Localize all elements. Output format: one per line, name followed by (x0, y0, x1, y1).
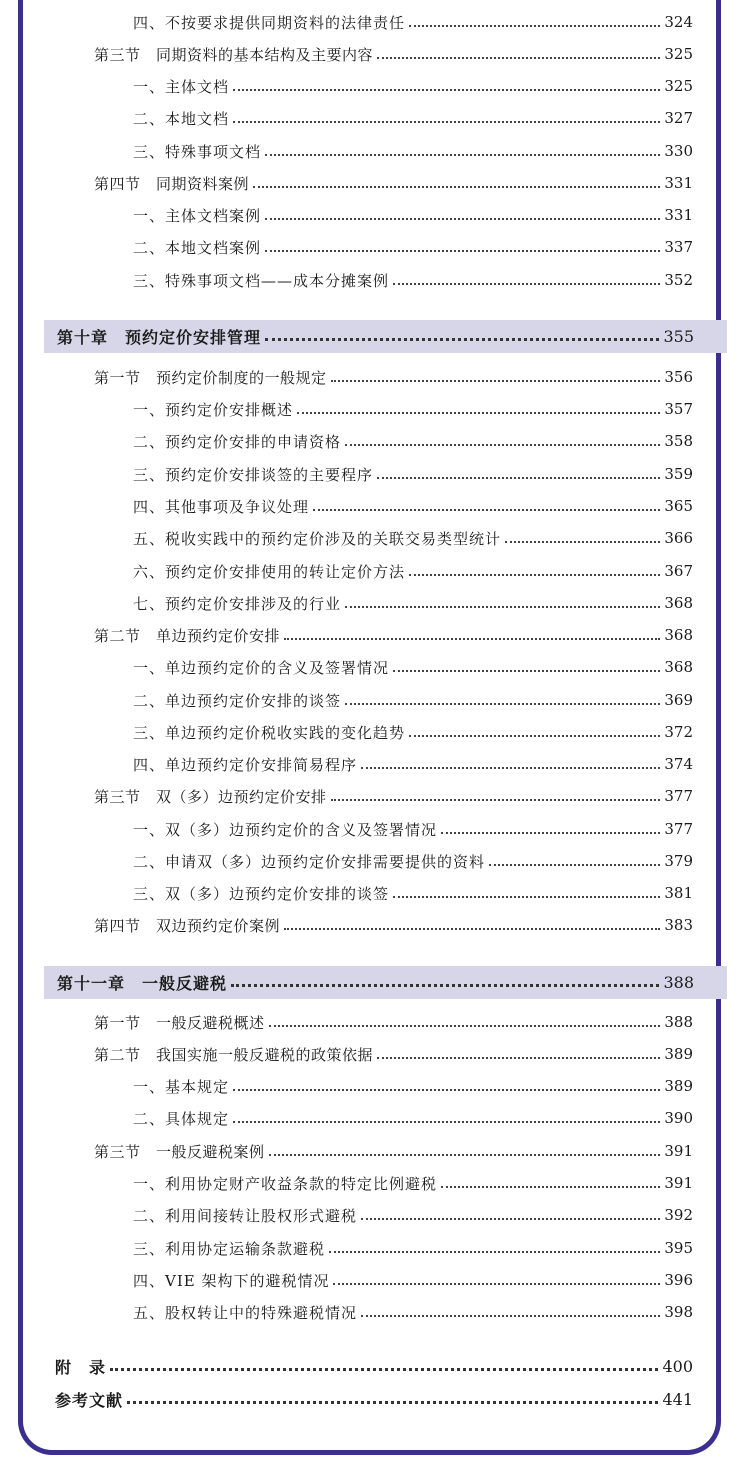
toc-page-number: 324 (664, 13, 693, 31)
dot-leader (265, 338, 659, 341)
toc-page-number: 400 (662, 1356, 693, 1376)
toc-page-number: 357 (664, 400, 693, 418)
toc-entry-title: 一、双（多）边预约定价的含义及签署情况 (133, 820, 438, 839)
dot-leader (265, 154, 660, 156)
toc-entry-title: 二、利用间接转让股权形式避税 (133, 1206, 358, 1225)
toc-entry-title: 第三节 双（多）边预约定价安排 (94, 787, 327, 806)
toc-subsection[interactable] (0, 266, 750, 294)
toc-chapter[interactable] (44, 320, 727, 353)
toc-page-number: 330 (664, 142, 693, 160)
toc-subsection[interactable] (0, 1234, 750, 1262)
toc-page-number: 368 (664, 626, 693, 644)
toc-entry-title: 五、股权转让中的特殊避税情况 (133, 1303, 358, 1322)
dot-leader (441, 1186, 660, 1188)
toc-page-number: 352 (664, 271, 693, 289)
toc-page-number: 377 (664, 820, 693, 838)
toc-entry-title: 三、双（多）边预约定价安排的谈签 (133, 884, 390, 903)
dot-leader (409, 735, 660, 737)
dot-leader (361, 1315, 660, 1317)
toc-subsection[interactable] (0, 137, 750, 165)
toc-entry-title: 一、单边预约定价的含义及签署情况 (133, 658, 390, 677)
dot-leader (393, 896, 660, 898)
dot-leader (269, 1025, 661, 1027)
toc-page-number: 327 (664, 109, 693, 127)
toc-page-number: 391 (664, 1174, 693, 1192)
toc-section[interactable] (0, 1137, 750, 1165)
toc-entry-title: 五、税收实践中的预约定价涉及的关联交易类型统计 (133, 529, 502, 548)
toc-entry-title: 二、预约定价安排的申请资格 (133, 432, 342, 451)
toc-page-number: 331 (664, 206, 693, 224)
toc-page-number: 355 (663, 327, 694, 346)
toc-appendix[interactable] (0, 1352, 750, 1380)
toc-page-number: 374 (664, 755, 693, 773)
toc-subsection[interactable] (0, 718, 750, 746)
dot-leader (393, 283, 660, 285)
dot-leader (409, 25, 660, 27)
toc-subsection[interactable] (0, 1266, 750, 1294)
dot-leader (489, 864, 660, 866)
toc-entry-title: 第四节 双边预约定价案例 (94, 916, 281, 935)
toc-entry-title: 一、主体文档案例 (133, 206, 262, 225)
toc-page-number: 359 (664, 465, 693, 483)
toc-entry-title: 第十一章 一般反避税 (57, 974, 228, 993)
dot-leader (441, 832, 660, 834)
toc-entry-title: 四、单边预约定价安排简易程序 (133, 755, 358, 774)
toc-entry-title: 一、预约定价安排概述 (133, 400, 294, 419)
toc-subsection[interactable] (0, 879, 750, 907)
toc-page-number: 337 (664, 238, 693, 256)
toc-subsection[interactable] (0, 72, 750, 100)
toc-entry-title: 三、特殊事项文档——成本分摊案例 (133, 271, 390, 290)
toc-subsection[interactable] (0, 8, 750, 36)
toc-chapter[interactable] (44, 966, 727, 999)
toc-subsection[interactable] (0, 233, 750, 261)
toc-page-number: 358 (664, 432, 693, 450)
toc-page-number: 388 (663, 973, 694, 992)
toc-subsection[interactable] (0, 460, 750, 488)
toc-subsection[interactable] (0, 1201, 750, 1229)
toc-entry-title: 四、不按要求提供同期资料的法律责任 (133, 13, 406, 32)
toc-section[interactable] (0, 1008, 750, 1036)
dot-leader (329, 1251, 660, 1253)
toc-section[interactable] (0, 40, 750, 68)
toc-page-number: 389 (664, 1045, 693, 1063)
toc-entry-title: 一、主体文档 (133, 77, 230, 96)
toc-entry-title: 附 录 (55, 1357, 107, 1377)
toc-entry-title: 第十章 预约定价安排管理 (57, 328, 262, 347)
dot-leader (345, 606, 660, 608)
dot-leader (265, 250, 660, 252)
toc-subsection[interactable] (0, 653, 750, 681)
toc-entry-title: 七、预约定价安排涉及的行业 (133, 594, 342, 613)
toc-section[interactable] (0, 911, 750, 939)
toc-page-number: 379 (664, 852, 693, 870)
dot-leader (361, 767, 660, 769)
toc-entry-title: 第二节 单边预约定价安排 (94, 626, 281, 645)
toc-page-number: 331 (664, 174, 693, 192)
toc-page-number: 390 (664, 1109, 693, 1127)
toc-page-number: 389 (664, 1077, 693, 1095)
dot-leader (233, 121, 660, 123)
toc-entry-title: 二、申请双（多）边预约定价安排需要提供的资料 (133, 852, 486, 871)
toc-page-number: 396 (664, 1271, 693, 1289)
toc-subsection[interactable] (0, 1072, 750, 1100)
dot-leader (233, 89, 660, 91)
dot-leader (331, 799, 661, 801)
dot-leader (393, 670, 660, 672)
toc-entry-title: 三、单边预约定价税收实践的变化趋势 (133, 723, 406, 742)
toc-subsection[interactable] (0, 427, 750, 455)
toc-page-number: 356 (664, 368, 693, 386)
toc-page-number: 366 (664, 529, 693, 547)
dot-leader (233, 1121, 660, 1123)
dot-leader (345, 703, 660, 705)
dot-leader (127, 1401, 658, 1404)
toc-page-number: 398 (664, 1303, 693, 1321)
dot-leader (269, 1154, 661, 1156)
toc-subsection[interactable] (0, 557, 750, 585)
dot-leader (331, 380, 661, 382)
toc-subsection[interactable] (0, 492, 750, 520)
toc-page-number: 392 (664, 1206, 693, 1224)
toc-page-number: 325 (664, 77, 693, 95)
dot-leader (377, 477, 660, 479)
toc-entry-title: 二、具体规定 (133, 1109, 230, 1128)
toc-entry-title: 第一节 预约定价制度的一般规定 (94, 368, 327, 387)
toc-section[interactable] (0, 621, 750, 649)
dot-leader (284, 638, 660, 640)
dot-leader (284, 928, 660, 930)
toc-entry-title: 一、基本规定 (133, 1077, 230, 1096)
toc-subsection[interactable] (0, 1298, 750, 1326)
toc-entry-title: 第四节 同期资料案例 (94, 174, 250, 193)
toc-subsection[interactable] (0, 815, 750, 843)
toc-section[interactable] (0, 1040, 750, 1068)
dot-leader (345, 444, 660, 446)
toc-entry-title: 三、利用协定运输条款避税 (133, 1239, 326, 1258)
toc-entry-title: 第二节 我国实施一般反避税的政策依据 (94, 1045, 374, 1064)
dot-leader (297, 412, 660, 414)
dot-leader (231, 984, 659, 987)
toc-page-number: 372 (664, 723, 693, 741)
toc-page-number: 395 (664, 1239, 693, 1257)
toc-subsection[interactable] (0, 1104, 750, 1132)
toc-page-number: 367 (664, 562, 693, 580)
toc-subsection[interactable] (0, 589, 750, 617)
toc-entry-title: 三、特殊事项文档 (133, 142, 262, 161)
toc-page-number: 368 (664, 594, 693, 612)
toc-page-number: 391 (664, 1142, 693, 1160)
toc-subsection[interactable] (0, 104, 750, 132)
toc-page-number: 377 (664, 787, 693, 805)
toc-entry-title: 参考文献 (55, 1390, 124, 1410)
toc-entry-title: 六、预约定价安排使用的转让定价方法 (133, 562, 406, 581)
dot-leader (377, 1057, 660, 1059)
toc-subsection[interactable] (0, 847, 750, 875)
dot-leader (313, 509, 660, 511)
dot-leader (333, 1283, 660, 1285)
toc-appendix[interactable] (0, 1385, 750, 1413)
toc-page-number: 388 (664, 1013, 693, 1031)
toc-page-number: 325 (664, 45, 693, 63)
toc-entry-title: 第三节 一般反避税案例 (94, 1142, 265, 1161)
toc-entry-title: 一、利用协定财产收益条款的特定比例避税 (133, 1174, 438, 1193)
dot-leader (233, 1089, 660, 1091)
toc-subsection[interactable] (0, 524, 750, 552)
toc-entry-title: 四、VIE 架构下的避税情况 (133, 1271, 330, 1290)
toc-entry-title: 第三节 同期资料的基本结构及主要内容 (94, 45, 374, 64)
dot-leader (409, 574, 660, 576)
toc-page-number: 368 (664, 658, 693, 676)
toc-entry-title: 四、其他事项及争议处理 (133, 497, 310, 516)
toc-entry-title: 二、本地文档 (133, 109, 230, 128)
toc-entry-title: 二、本地文档案例 (133, 238, 262, 257)
toc-subsection[interactable] (0, 750, 750, 778)
toc-section[interactable] (0, 169, 750, 197)
toc-entry-title: 第一节 一般反避税概述 (94, 1013, 265, 1032)
toc-subsection[interactable] (0, 201, 750, 229)
dot-leader (253, 186, 660, 188)
dot-leader (377, 57, 660, 59)
toc-entry-title: 二、单边预约定价安排的谈签 (133, 691, 342, 710)
toc-section[interactable] (0, 363, 750, 391)
toc-subsection[interactable] (0, 686, 750, 714)
toc-entry-title: 三、预约定价安排谈签的主要程序 (133, 465, 374, 484)
dot-leader (361, 1218, 660, 1220)
toc-section[interactable] (0, 782, 750, 810)
toc-page-number: 441 (662, 1389, 693, 1409)
toc-page-number: 383 (664, 916, 693, 934)
toc-page-number: 381 (664, 884, 693, 902)
dot-leader (265, 218, 660, 220)
toc-subsection[interactable] (0, 1169, 750, 1197)
dot-leader (110, 1368, 658, 1371)
dot-leader (505, 541, 660, 543)
toc-page-number: 369 (664, 691, 693, 709)
toc-subsection[interactable] (0, 395, 750, 423)
toc-page-number: 365 (664, 497, 693, 515)
